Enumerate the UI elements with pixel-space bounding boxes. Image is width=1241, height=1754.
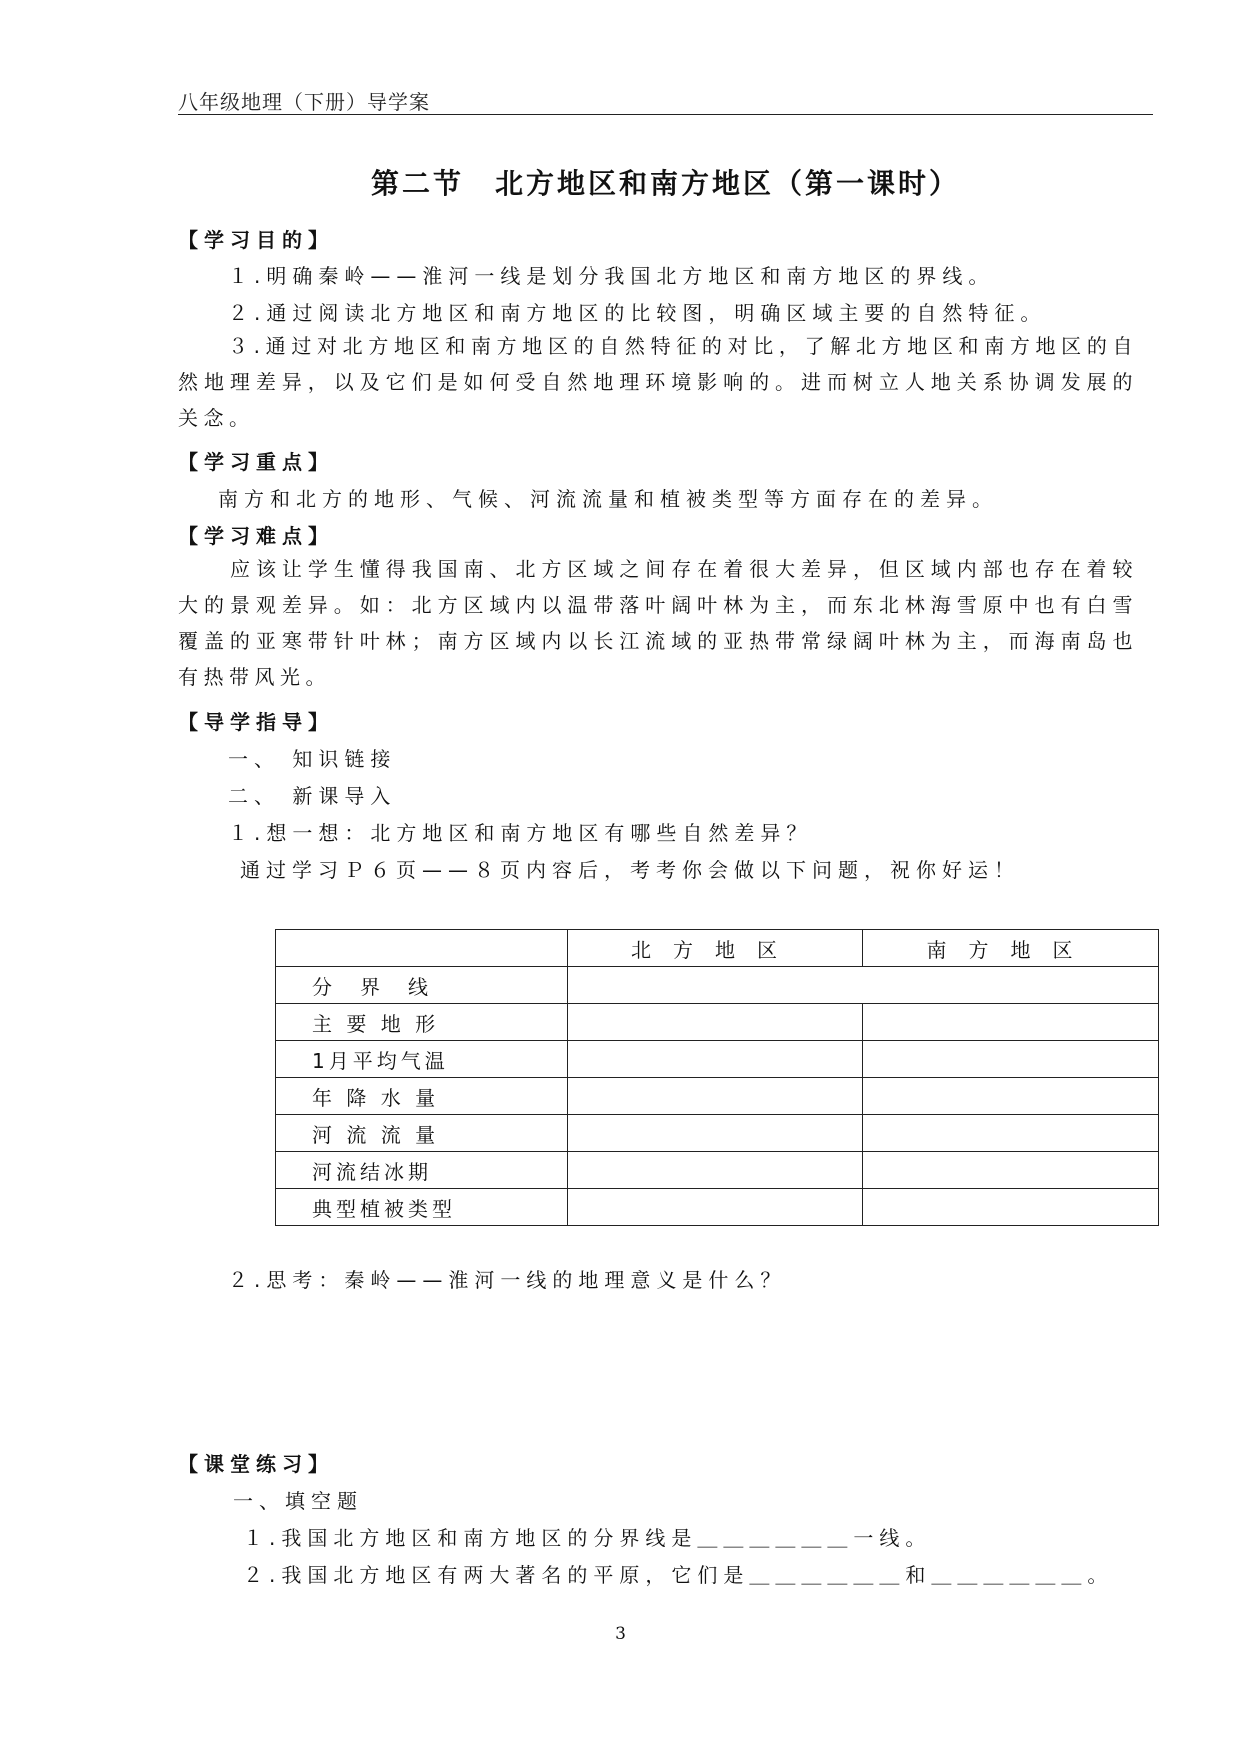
guidance-question-2: ２.思考：秦岭——淮河一线的地理意义是什么？ <box>228 1268 787 1292</box>
row-label-river-flow: 河 流 流 量 <box>276 1115 568 1152</box>
vegetation-north-cell[interactable] <box>568 1189 863 1226</box>
guidance-heading: 【导学指导】 <box>178 710 334 734</box>
table-corner-cell <box>276 930 568 967</box>
key-points-text: 南方和北方的地形、气候、河流流量和植被类型等方面存在的差异。 <box>218 487 998 511</box>
table-row-vegetation <box>276 1189 1159 1226</box>
table-row-boundary <box>276 967 1159 1004</box>
row-label-boundary: 分 界 线 <box>276 967 568 1004</box>
freezing-period-south-cell[interactable] <box>863 1152 1159 1189</box>
practice-question-1: １.我国北方地区和南方地区的分界线是＿＿＿＿＿＿一线。 <box>243 1526 932 1550</box>
january-temperature-south-cell[interactable] <box>863 1041 1159 1078</box>
page-number: 3 <box>615 1624 626 1644</box>
table-row-january-temperature <box>276 1041 1159 1078</box>
river-flow-north-cell[interactable] <box>568 1115 863 1152</box>
table-row-terrain <box>276 1004 1159 1041</box>
table-row-freezing-period <box>276 1152 1159 1189</box>
practice-heading: 【课堂练习】 <box>178 1452 334 1476</box>
objective-2: ２.通过阅读北方地区和南方地区的比较图，明确区域主要的自然特征。 <box>228 301 1047 325</box>
january-temperature-north-cell[interactable] <box>568 1041 863 1078</box>
terrain-north-cell[interactable] <box>568 1004 863 1041</box>
difficulties-heading: 【学习难点】 <box>178 524 334 548</box>
precipitation-south-cell[interactable] <box>863 1078 1159 1115</box>
objectives-heading: 【学习目的】 <box>178 228 334 252</box>
table-row-river-flow <box>276 1115 1159 1152</box>
freezing-period-north-cell[interactable] <box>568 1152 863 1189</box>
key-points-heading: 【学习重点】 <box>178 450 334 474</box>
column-south: 南方地区 <box>863 930 1159 967</box>
vegetation-south-cell[interactable] <box>863 1189 1159 1226</box>
terrain-south-cell[interactable] <box>863 1004 1159 1041</box>
comparison-table <box>275 929 1159 1226</box>
row-label-freezing-period: 河流结冰期 <box>276 1152 568 1189</box>
difficulties-text: 应该让学生懂得我国南、北方区域之间存在着很大差异，但区域内部也存在着较大的景观差异。如：北方区域内以温带落叶阔叶林为主，而东北林海雪原中也有白雪覆盖的亚寒带针叶林；南方区域内以长江流域的亚热带常绿阔叶林为主，而海南岛也有热带风光。 <box>178 557 1138 689</box>
row-label-terrain: 主 要 地 形 <box>276 1004 568 1041</box>
guidance-item-knowledge-link: 一、 知识链接 <box>228 747 397 771</box>
row-label-precipitation: 年 降 水 量 <box>276 1078 568 1115</box>
river-flow-south-cell[interactable] <box>863 1115 1159 1152</box>
guidance-question-1: １.想一想：北方地区和南方地区有哪些自然差异？ <box>228 821 813 845</box>
practice-section-fill-blank: 一、填空题 <box>233 1489 363 1513</box>
guidance-item-new-lesson: 二、 新课导入 <box>228 784 397 808</box>
boundary-answer-cell[interactable] <box>568 967 1159 1004</box>
lesson-title: 第二节 北方地区和南方地区（第一课时） <box>370 167 960 200</box>
table-header-row <box>276 930 1159 967</box>
page-header <box>178 84 1153 115</box>
objective-1: １.明确秦岭——淮河一线是划分我国北方地区和南方地区的界线。 <box>228 264 995 288</box>
objective-3: ３.通过对北方地区和南方地区的自然特征的对比，了解北方地区和南方地区的自然地理差异，以及它们是如何受自然地理环境影响的。进而树立人地关系协调发展的关念。 <box>178 334 1138 430</box>
column-north: 北方地区 <box>568 930 863 967</box>
row-label-january-temperature: 1月平均气温 <box>276 1041 568 1078</box>
header-text: 八年级地理（下册）导学案 <box>178 90 430 114</box>
row-label-vegetation: 典型植被类型 <box>276 1189 568 1226</box>
guidance-instruction: 通过学习Ｐ６页——８页内容后，考考你会做以下问题，祝你好运！ <box>240 858 1020 882</box>
table-row-precipitation <box>276 1078 1159 1115</box>
precipitation-north-cell[interactable] <box>568 1078 863 1115</box>
practice-question-2: ２.我国北方地区有两大著名的平原，它们是＿＿＿＿＿＿和＿＿＿＿＿＿。 <box>243 1563 1114 1587</box>
